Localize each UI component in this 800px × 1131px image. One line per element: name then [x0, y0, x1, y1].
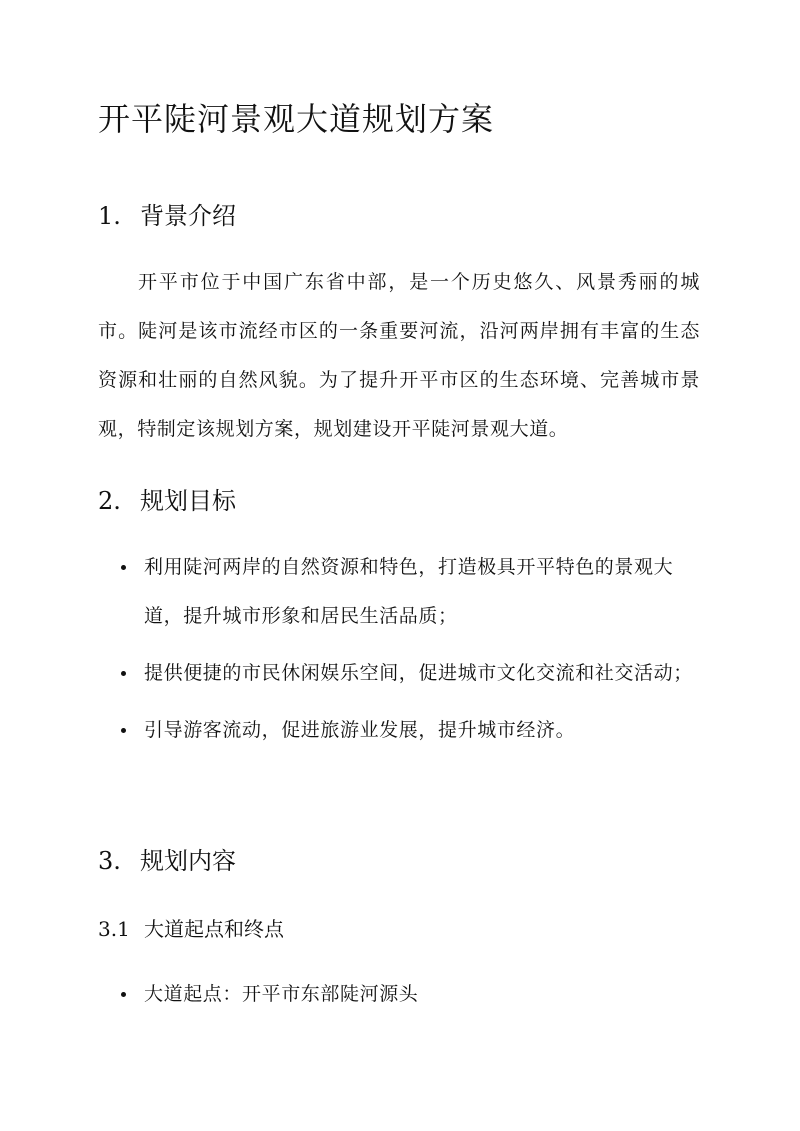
- bullet-dot-icon: [121, 565, 126, 570]
- section-title: 背景介绍: [140, 202, 236, 230]
- bullet-dot-icon: [121, 992, 126, 997]
- section-heading-content: [98, 841, 236, 876]
- goals-list: [118, 543, 700, 755]
- list-item-text: 提供便捷的市民休闲娱乐空间，促进城市文化交流和社交活动；: [144, 662, 693, 684]
- section-title: 规划内容: [140, 847, 236, 875]
- subsection-heading-start-end: [98, 913, 284, 942]
- list-item-text: 大道起点：开平市东部陡河源头: [144, 983, 419, 1005]
- subsection-title: 大道起点和终点: [144, 917, 284, 941]
- bullet-dot-icon: [121, 671, 126, 676]
- section-number: 2.: [98, 487, 121, 515]
- section-heading-goals: [98, 481, 236, 516]
- bullet-dot-icon: [121, 728, 126, 733]
- list-item: [118, 649, 700, 698]
- background-paragraph: 开平市位于中国广东省中部，是一个历史悠久、风景秀丽的城市。陡河是该市流经市区的一条重要河流，沿河两岸拥有丰富的生态资源和壮丽的自然风貌。为了提升开平市区的生态环境、完善城市景观，特制定该规划方案，规划建设开平陡河景观大道。: [98, 271, 700, 440]
- list-item: [118, 543, 700, 641]
- section-heading-background: [98, 196, 236, 231]
- section-number: 3.: [98, 847, 121, 875]
- section-title: 规划目标: [140, 487, 236, 515]
- section-number: 1.: [98, 202, 121, 230]
- list-item: [118, 706, 700, 755]
- list-item-text: 利用陡河两岸的自然资源和特色，打造极具开平特色的景观大道，提升城市形象和居民生活品质；: [144, 556, 674, 627]
- subsection-number: 3.1: [98, 917, 130, 941]
- start-end-list: [118, 970, 700, 1019]
- list-item-text: 引导游客流动，促进旅游业发展，提升城市经济。: [144, 719, 576, 741]
- document-title: 开平陡河景观大道规划方案: [98, 100, 495, 138]
- list-item: [118, 970, 700, 1019]
